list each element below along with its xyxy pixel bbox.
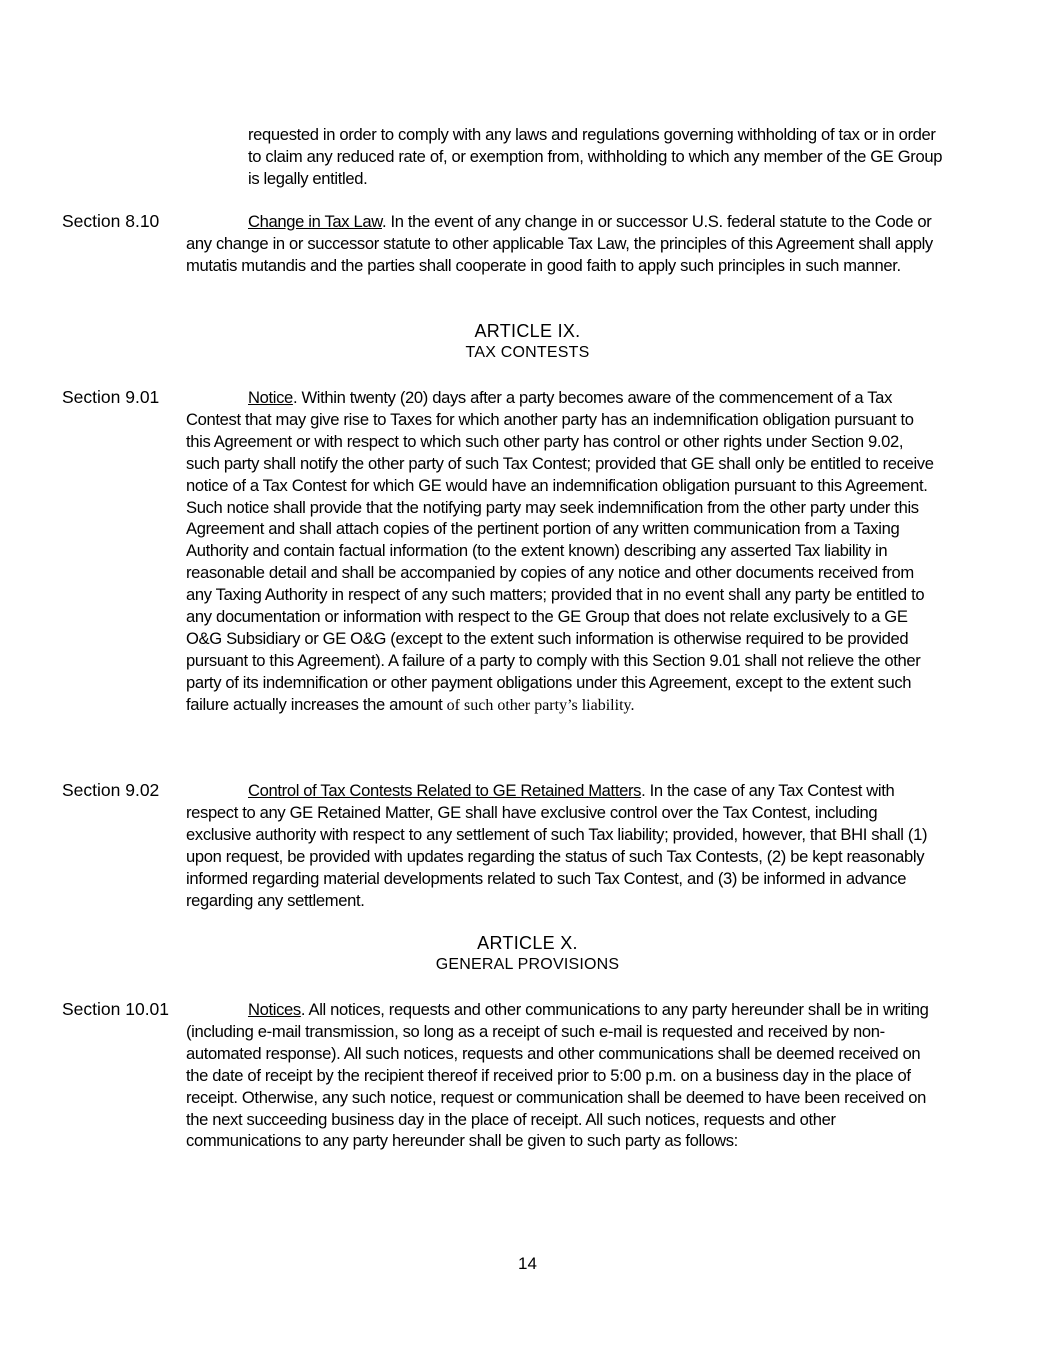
section-number: Section 9.01 xyxy=(62,387,160,407)
section-9-01 xyxy=(62,387,939,717)
section-10-01 xyxy=(62,999,939,1152)
section-heading: Notice xyxy=(248,388,293,407)
article-title: ARTICLE IX. xyxy=(474,321,581,341)
section-body: . All notices, requests and other communications to any party hereunder shall be in writing (including e-mail transmission, so long as a receipt of such e-mail is requested and received by non-automated response). All such notices, requests and other communications shall be deemed received on the date of receipt by the recipient thereof if received prior to 5:00 p.m. on a business day in the place of receipt. Otherwise, any such notice, request or communication shall be deemed to have been received on the next succeeding business day in the place of receipt. All such notices, requests and other communications to any party hereunder shall be given to such party as follows: xyxy=(186,1000,929,1151)
section-number: Section 10.01 xyxy=(62,999,170,1019)
continuation-paragraph: requested in order to comply with any laws and regulations governing withholding of tax or in order to claim any reduced rate of, or exemption from, withholding to which any member of the GE Group is legally entitled. xyxy=(248,125,943,188)
article-subtitle: TAX CONTESTS xyxy=(465,344,590,361)
section-body: . In the event of any change in or successor U.S. federal statute to the Code or any change in or successor statute to other applicable Tax Law, the principles of this Agreement shall apply mutatis mutandis and the parties shall cooperate in good faith to apply such principles in such manner. xyxy=(186,212,933,275)
section-heading: Change in Tax Law xyxy=(248,212,382,231)
section-body: . Within twenty (20) days after a party becomes aware of the commencement of a Tax Contest that may give rise to Taxes for which another party has an indemnification obligation pursuant to this Agreement or with respect to which such other party has control or other rights under Section 9.02, such party shall notify the other party of such Tax Contest; provided that GE shall only be entitled to receive notice of a Tax Contest for which GE would have an indemnification obligation pursuant to this Agreement. Such notice shall provide that the notifying party may seek indemnification from the other party under this Agreement and shall attach copies of the pertinent portion of any written communication from a Taxing Authority and contain factual information (to the extent known) describing any asserted Tax liability in reasonable detail and shall be accompanied by copies of any notice and other documents received from any Taxing Authority in respect of any such matters; provided that in no event shall any party be entitled to any documentation or information with respect to the GE Group that does not relate exclusively to a GE O&G Subsidiary or GE O&G (except to the extent such information is otherwise required to be provided pursuant to this Agreement). A failure of a party to comply with this Section 9.01 shall not relieve the other party of its indemnification or other payment obligations under this Agreement, except to the extent such failure actually increases the amount xyxy=(186,388,934,714)
article-subtitle: GENERAL PROVISIONS xyxy=(435,956,620,973)
section-9-02 xyxy=(62,780,939,911)
section-number: Section 8.10 xyxy=(62,211,160,231)
page-number: 14 xyxy=(518,1254,537,1273)
section-8-10 xyxy=(62,211,939,277)
section-body: . In the case of any Tax Contest with respect to any GE Retained Matter, GE shall have exclusive control over the Tax Contest, including exclusive authority with respect to any settlement of such Tax liability; provided, however, that BHI shall (1) upon request, be provided with updates regarding the status of such Tax Contests, (2) be kept reasonably informed regarding material developments related to such Tax Contest, and (3) be informed in advance regarding any settlement. xyxy=(186,781,928,910)
section-heading: Control of Tax Contests Related to GE Retained Matters xyxy=(248,781,642,800)
article-9-heading xyxy=(0,320,1055,363)
section-heading: Notices xyxy=(248,1000,301,1019)
article-10-heading xyxy=(0,932,1055,975)
article-title: ARTICLE X. xyxy=(477,933,578,953)
section-body-tail: of such other party’s liability. xyxy=(446,696,635,714)
section-number: Section 9.02 xyxy=(62,780,160,800)
